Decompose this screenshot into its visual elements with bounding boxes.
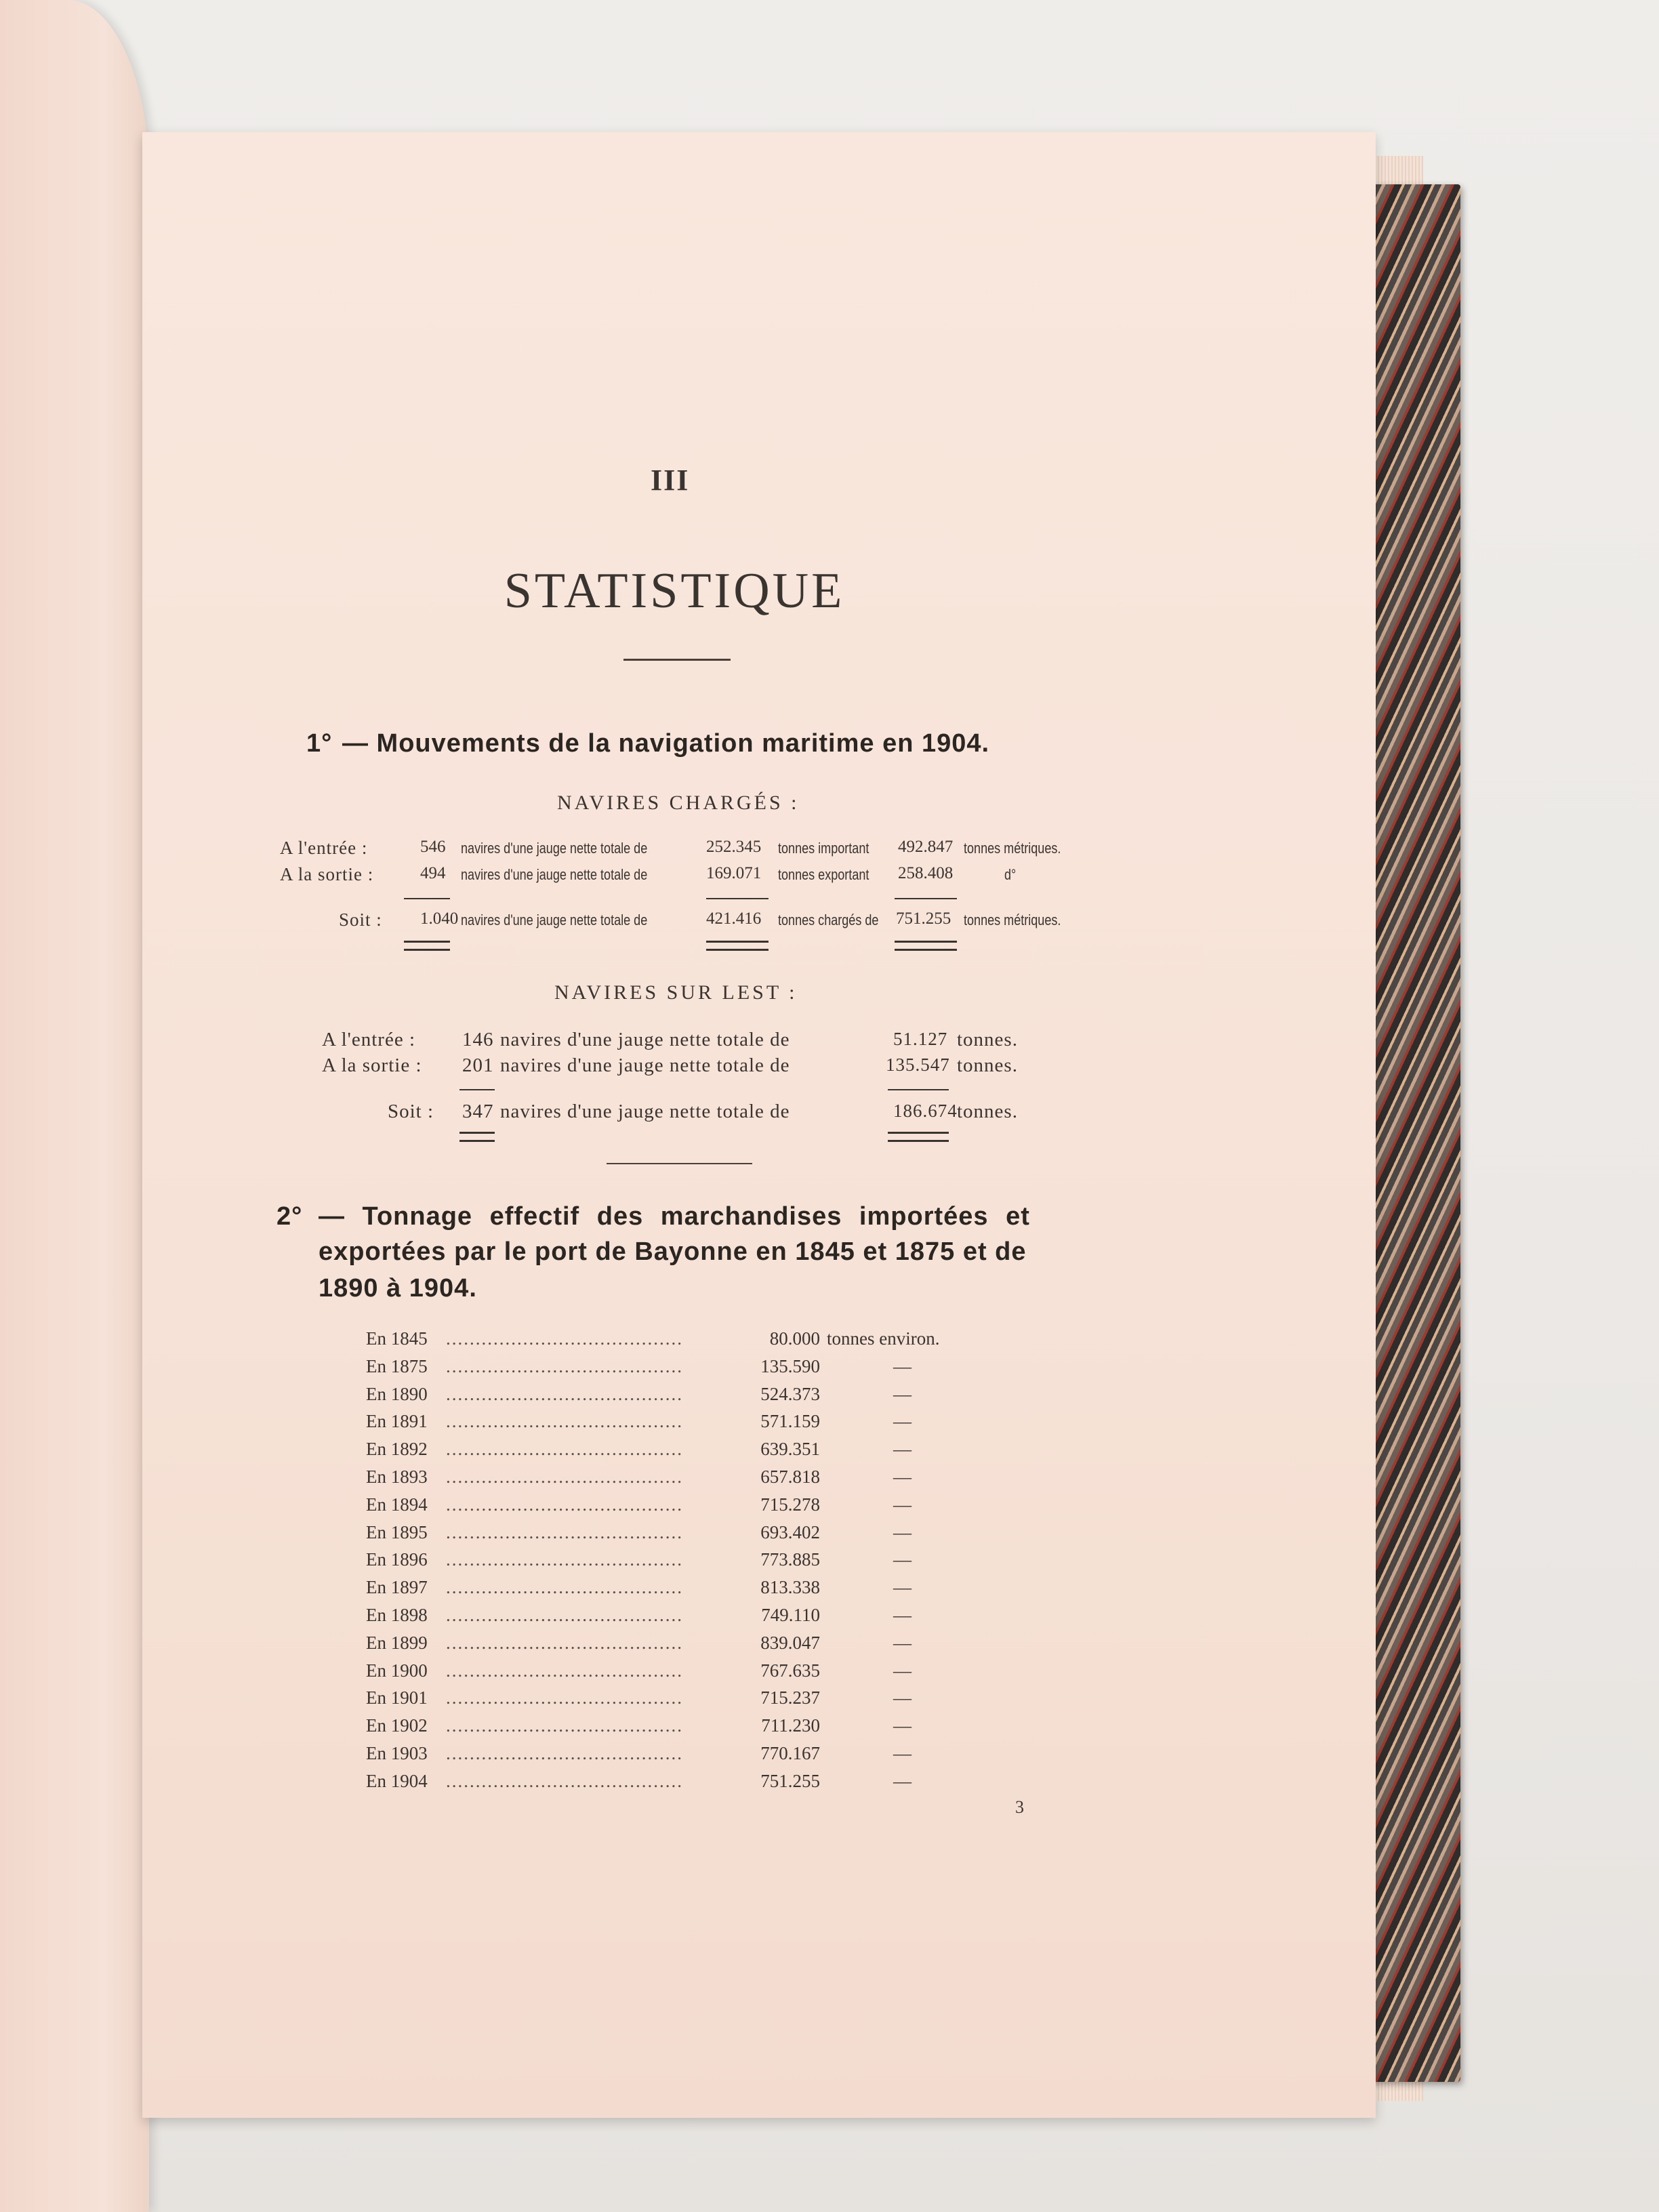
ballast-subtitle: NAVIRES SUR LEST : [554,981,798,1004]
ballast-row-unit: tonnes. [957,1054,1018,1076]
ballast-row-text: navires d'une jauge nette totale de [500,1101,790,1122]
signature-mark: 3 [1015,1797,1024,1817]
section-divider [607,1163,752,1164]
leader-dots: ........................................ [446,1439,683,1460]
tonnage-row-value: 711.230 [761,1715,820,1736]
tonnage-row-unit: — [893,1355,912,1376]
ballast-row-tonnage: 135.547 [886,1054,950,1075]
leader-dots: ........................................ [446,1715,683,1736]
leader-dots: ........................................ [446,1467,683,1487]
tonnage-row-value: 693.402 [760,1521,820,1542]
loaded-row-tonnes: 258.408 [898,864,954,882]
ballast-row-ships: 201 [462,1054,494,1076]
tonnage-row-unit: — [893,1605,912,1625]
tonnage-row-unit: — [893,1467,912,1487]
leader-dots: ........................................ [446,1632,683,1653]
part2-heading-line-1: — Tonnage effectif des marchandises importées et [319,1202,1030,1231]
tonnage-row-value: 770.167 [760,1743,820,1763]
loaded-row-label: A la sortie : [280,864,374,884]
tonnage-row-unit: — [893,1549,912,1570]
part2-heading-line-2: exportées par le port de Bayonne en 1845 et 1875 et de [319,1237,1027,1266]
sum-rule [706,898,769,899]
ballast-row-label: A la sortie : [322,1054,422,1076]
tonnage-row-value: 751.255 [760,1770,820,1791]
part2-heading-number: 2° [276,1202,303,1231]
total-double-rule [706,941,769,951]
leader-dots: ........................................ [446,1549,683,1570]
ballast-row-tonnage: 186.674 [893,1101,958,1121]
loaded-row-text: tonnes métriques. [964,912,1061,928]
loaded-row-tonnage: 169.071 [706,864,762,882]
tonnage-row-year: En 1899 [366,1632,428,1653]
leader-dots: ........................................ [446,1494,683,1515]
tonnage-row-unit: — [893,1770,912,1791]
total-double-rule [459,1132,495,1142]
leader-dots: ........................................ [446,1770,683,1791]
loaded-row-text: navires d'une jauge nette totale de [461,866,648,883]
tonnage-row-value: 715.237 [760,1687,820,1708]
tonnage-row-unit: — [893,1632,912,1653]
tonnage-row-unit: — [893,1687,912,1708]
tonnage-row-value: 639.351 [760,1439,820,1460]
tonnage-row-year: En 1894 [366,1494,428,1515]
tonnage-row-value: 839.047 [760,1632,820,1653]
leader-dots: ........................................ [446,1687,683,1708]
leader-dots: ........................................ [446,1328,683,1349]
leader-dots: ........................................ [446,1521,683,1542]
tonnage-row-value: 524.373 [760,1383,820,1404]
loaded-row-text: tonnes important [778,840,869,857]
tonnage-row-year: En 1896 [366,1549,428,1570]
tonnage-row-year: En 1875 [366,1355,428,1376]
tonnage-row-year: En 1900 [366,1660,428,1681]
loaded-row-label: Soit : [339,909,382,930]
left-page-edge [0,0,149,2212]
total-double-rule [895,941,957,951]
total-double-rule [404,941,450,951]
leader-dots: ........................................ [446,1355,683,1376]
tonnage-row-value: 135.590 [760,1355,820,1376]
tonnage-row-value: 767.635 [760,1660,820,1681]
leader-dots: ........................................ [446,1411,683,1432]
loaded-row-text: tonnes exportant [778,866,869,883]
loaded-row-text: navires d'une jauge nette totale de [461,840,648,857]
leader-dots: ........................................ [446,1660,683,1681]
tonnage-row-unit: tonnes environ. [827,1328,940,1349]
tonnage-row-value: 571.159 [760,1411,820,1432]
tonnage-row-year: En 1893 [366,1467,428,1487]
tonnage-row-year: En 1891 [366,1411,428,1432]
ballast-row-ships: 347 [462,1101,494,1122]
loaded-row-tonnes: 751.255 [896,909,951,928]
total-double-rule [888,1132,949,1142]
leader-dots: ........................................ [446,1605,683,1625]
part1-heading: — Mouvements de la navigation maritime en 1904. [342,729,990,758]
tonnage-row-year: En 1845 [366,1328,428,1349]
section-number: III [651,464,690,497]
tonnage-row-value: 715.278 [760,1494,820,1515]
tonnage-row-unit: — [893,1743,912,1763]
part2-heading-line-3: 1890 à 1904. [319,1274,477,1303]
tonnage-row-year: En 1902 [366,1715,428,1736]
loaded-row-tonnage: 421.416 [706,909,762,928]
tonnage-row-value: 749.110 [761,1605,820,1625]
tonnage-row-value: 773.885 [760,1549,820,1570]
tonnage-row-year: En 1898 [366,1605,428,1625]
tonnage-row-unit: — [893,1521,912,1542]
loaded-row-text: d° [1004,866,1017,883]
ballast-row-text: navires d'une jauge nette totale de [500,1054,790,1076]
leader-dots: ........................................ [446,1577,683,1598]
tonnage-row-unit: — [893,1383,912,1404]
leader-dots: ........................................ [446,1383,683,1404]
loaded-row-tonnes: 492.847 [898,838,954,856]
tonnage-row-unit: — [893,1660,912,1681]
tonnage-row-value: 657.818 [760,1467,820,1487]
ballast-row-ships: 146 [462,1029,494,1050]
ballast-row-tonnage: 51.127 [893,1029,948,1049]
loaded-row-ships: 546 [420,838,446,856]
tonnage-row-year: En 1897 [366,1577,428,1598]
ballast-row-unit: tonnes. [957,1029,1018,1050]
tonnage-row-year: En 1895 [366,1521,428,1542]
tonnage-row-year: En 1901 [366,1687,428,1708]
tonnage-row-year: En 1904 [366,1770,428,1791]
leader-dots: ........................................ [446,1743,683,1763]
sum-rule [888,1089,949,1090]
title-rule [623,659,731,661]
loaded-row-label: A l'entrée : [280,838,368,858]
tonnage-row-year: En 1892 [366,1439,428,1460]
tonnage-row-year: En 1903 [366,1743,428,1763]
loaded-row-ships: 1.040 [420,909,459,928]
loaded-row-text: tonnes chargés de [778,912,879,928]
book-page [142,132,1376,2118]
page-title: STATISTIQUE [504,563,845,619]
tonnage-row-unit: — [893,1494,912,1515]
sum-rule [895,898,957,899]
part1-heading-number: 1° [306,729,333,758]
loaded-row-text: navires d'une jauge nette totale de [461,912,648,928]
tonnage-row-unit: — [893,1439,912,1460]
ballast-row-label: A l'entrée : [322,1029,416,1050]
loaded-row-ships: 494 [420,864,446,882]
ballast-row-text: navires d'une jauge nette totale de [500,1029,790,1050]
ballast-row-label: Soit : [388,1101,434,1122]
tonnage-row-year: En 1890 [366,1383,428,1404]
sum-rule [459,1089,495,1090]
loaded-subtitle: NAVIRES CHARGÉS : [557,792,800,814]
loaded-row-text: tonnes métriques. [964,840,1061,857]
tonnage-row-value: 813.338 [760,1577,820,1598]
tonnage-row-unit: — [893,1411,912,1432]
loaded-row-tonnage: 252.345 [706,838,762,856]
tonnage-row-unit: — [893,1715,912,1736]
ballast-row-unit: tonnes. [957,1101,1018,1122]
tonnage-row-value: 80.000 [769,1328,820,1349]
sum-rule [404,898,450,899]
tonnage-row-unit: — [893,1577,912,1598]
